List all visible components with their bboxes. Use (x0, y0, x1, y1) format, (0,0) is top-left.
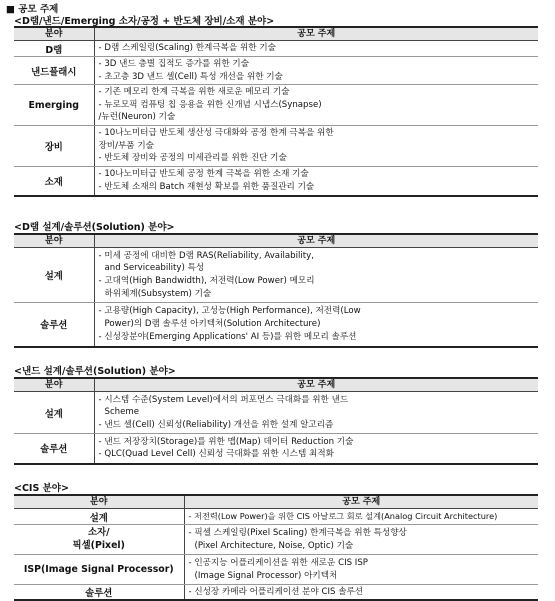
topic-line: - 시스템 수준(System Level)에서의 퍼포먼스 극대화를 위한 낸드 (98, 394, 349, 405)
section-title: <낸드 설계/솔루션(Solution) 분야> (14, 366, 176, 377)
row-category: 설계 (14, 248, 94, 303)
row-topics (94, 41, 538, 57)
table-row (14, 555, 538, 585)
row-topics (94, 167, 538, 196)
column-header-topic: 공모 주제 (184, 495, 538, 509)
row-topics (184, 585, 538, 601)
row-category: 소재 (14, 167, 94, 196)
topic-table (14, 233, 538, 348)
column-header-topic: 공모 주제 (94, 27, 538, 41)
table-row (14, 392, 538, 434)
row-category: 설계 (14, 392, 94, 434)
row-category: 장비 (14, 126, 94, 167)
topic-line: - 인공지능 어플리케이션을 위한 새로운 CIS ISP (188, 557, 368, 568)
topic-line: - 고대역(High Bandwidth), 저전력(Low Power) 메모리 (98, 276, 315, 286)
row-category: 솔루션 (14, 585, 184, 601)
topic-line: 하위체계(Subsystem) 기술 (104, 288, 212, 299)
topic-line: - 초고층 3D 낸드 셀(Cell) 특성 개선을 위한 기술 (98, 71, 283, 82)
topic-line: - 미세 공정에 대비한 D램 RAS(Reliability, Availability, (98, 250, 314, 261)
table-row (14, 57, 538, 85)
topic-line: - QLC(Quad Level Cell) 신뢰성 극대화를 위한 시스템 최적화 (98, 449, 334, 460)
section-title: <CIS 분야> (14, 483, 69, 494)
row-topics (94, 126, 538, 167)
table-row (14, 585, 538, 601)
topic-line: 장비/부품 기술 (98, 140, 154, 151)
table-header-row (14, 27, 538, 41)
topic-line: - 3D 낸드 층별 집적도 증가를 위한 기술 (98, 58, 250, 69)
column-header-topic: 공모 주제 (94, 378, 538, 392)
topic-line: - 뉴로모픽 컴퓨팅 칩 응용을 위한 신개념 시냅스(Synapse) (98, 99, 322, 110)
table-row (14, 126, 538, 167)
topic-line: /뉴런(Neuron) 기술 (98, 112, 176, 123)
topic-line: - 낸드 저장장치(Storage)를 위한 맵(Map) 데이터 Reduction 기술 (98, 436, 354, 447)
topic-line: and Serviceability) 특성 (104, 263, 205, 274)
topic-line: - 신성장분야(Emerging Applications' AI 등)를 위한 메모리 솔루션 (98, 331, 357, 342)
topic-table (14, 26, 538, 197)
row-category: D램 (14, 41, 94, 57)
topic-line: - 낸드 셀(Cell) 신뢰성(Reliability) 개선을 위한 설계 알고리즘 (98, 419, 334, 430)
row-topics (94, 57, 538, 85)
row-category: ISP(Image Signal Processor) (14, 555, 184, 585)
row-category: 소자/ 픽셀(Pixel) (14, 525, 184, 555)
topic-line: - 신성장 카메라 어플리케이션 분야 CIS 솔루션 (188, 586, 364, 597)
table-header-row (14, 234, 538, 248)
topic-line: - 10나노미터급 반도체 생산성 극대화와 공정 한계 극복을 위한 (98, 128, 334, 139)
topic-line: Power)의 D램 솔루션 아키텍처(Solution Architecture) (104, 318, 321, 329)
topic-line: - 픽셀 스케일링(Pixel Scaling) 한계극복을 위한 특성향상 (188, 527, 407, 538)
column-header-topic: 공모 주제 (94, 234, 538, 248)
topic-line: - 저전력(Low Power)을 위한 CIS 아날로그 회로 설계(Analog Circuit Architecture) (188, 511, 498, 522)
section-title: <D램/낸드/Emerging 소자/공정 + 반도체 장비/소재 분야> (14, 16, 275, 27)
column-header-field: 분야 (14, 495, 184, 509)
topic-table (14, 494, 538, 601)
row-topics (184, 509, 538, 525)
table-row (14, 434, 538, 464)
table-row (14, 509, 538, 525)
table-row (14, 41, 538, 57)
topic-table (14, 377, 538, 465)
column-header-field: 분야 (14, 27, 94, 41)
table-row (14, 525, 538, 555)
topic-line: (Image Signal Processor) 아키텍처 (194, 570, 338, 581)
table-row (14, 303, 538, 347)
row-category: Emerging (14, 85, 94, 126)
page-title: ■ 공모 주제 (6, 4, 59, 15)
table-header-row (14, 495, 538, 509)
row-category: 설계 (14, 509, 184, 525)
topic-line: - 고용량(High Capacity), 고성능(High Performance), 저전력(Low (98, 306, 361, 317)
topic-line: Scheme (104, 407, 140, 418)
topic-line: - 반도체 소재의 Batch 재현성 확보를 위한 품질관리 기술 (98, 181, 315, 192)
table-row (14, 248, 538, 303)
row-topics (94, 392, 538, 434)
column-header-field: 분야 (14, 234, 94, 248)
row-category: 솔루션 (14, 303, 94, 347)
topic-line: - 기존 메모리 한계 극복을 위한 새로운 메모리 기술 (98, 87, 290, 98)
section-title: <D램 설계/솔루션(Solution) 분야> (14, 222, 175, 233)
row-topics (94, 248, 538, 303)
row-category: 솔루션 (14, 434, 94, 464)
row-topics (94, 434, 538, 464)
topic-line: (Pixel Architecture, Noise, Optic) 기술 (194, 540, 354, 551)
row-topics (94, 303, 538, 347)
row-category: 낸드플래시 (14, 57, 94, 85)
topic-line: - 반도체 장비와 공정의 미세관리를 위한 진단 기술 (98, 153, 287, 164)
table-row (14, 167, 538, 196)
topic-line: - D램 스케일링(Scaling) 한계극복을 위한 기술 (98, 43, 276, 54)
row-topics (94, 85, 538, 126)
row-topics (184, 525, 538, 555)
row-topics (184, 555, 538, 585)
topic-line: - 10나노미터급 반도체 공정 한계 극복을 위한 소재 기술 (98, 169, 309, 180)
column-header-field: 분야 (14, 378, 94, 392)
table-header-row (14, 378, 538, 392)
table-row (14, 85, 538, 126)
